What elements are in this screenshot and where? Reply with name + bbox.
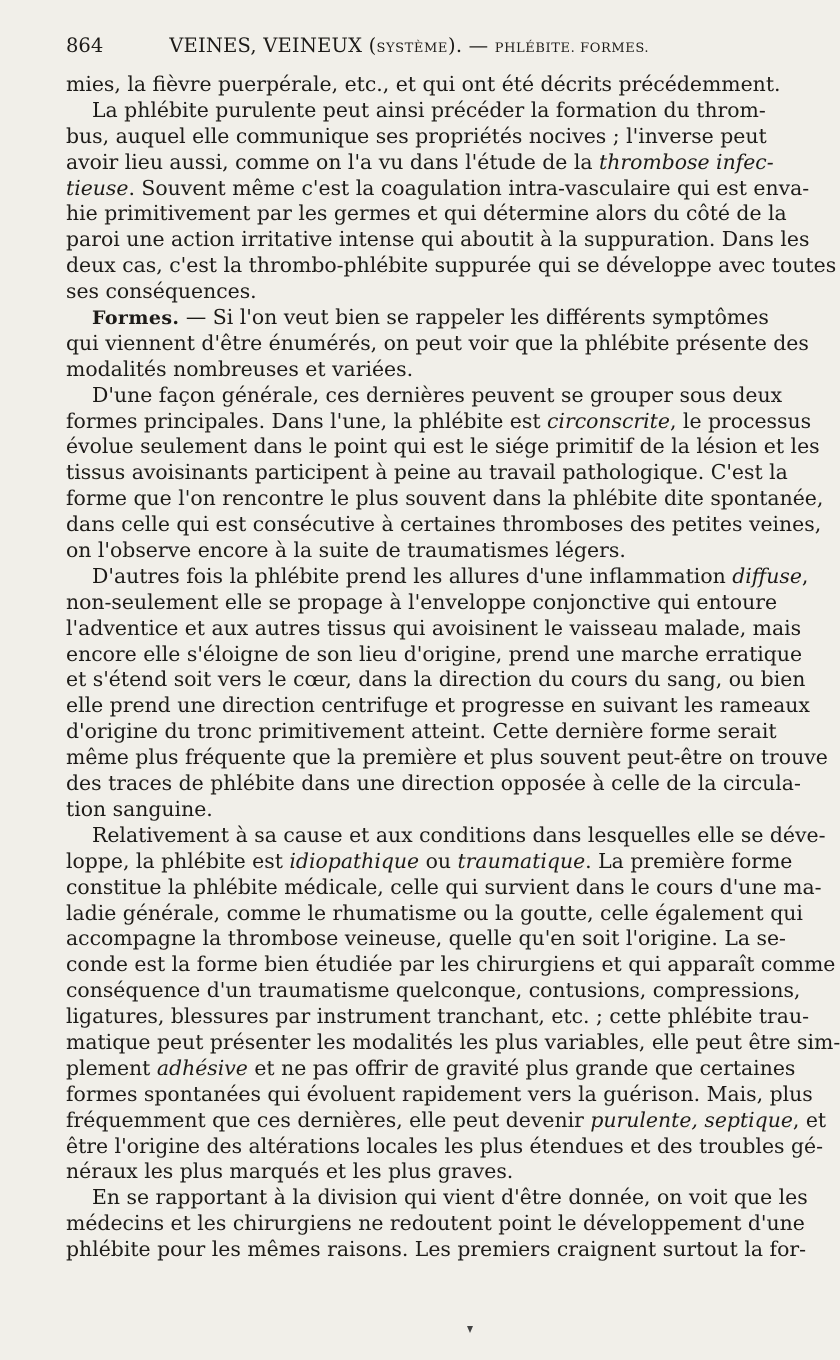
text-run: loppe, la phlébite est xyxy=(66,848,290,873)
text-run: modalités nombreuses et variées. xyxy=(66,356,414,381)
text-run: être l'origine des altérations locales les plus étendues et des troubles gé- xyxy=(66,1133,823,1158)
text-line xyxy=(66,97,766,124)
text-line xyxy=(66,512,822,538)
text-line xyxy=(66,667,806,693)
text-run: deux cas, c'est la thrombo-phlébite suppurée qui se développe avec toutes xyxy=(66,253,837,278)
text-line xyxy=(66,149,774,176)
text-run: plement xyxy=(66,1055,157,1080)
text-line xyxy=(66,460,788,486)
running-subtitle: PHLÉBITE. FORMES. xyxy=(494,41,650,56)
text-line xyxy=(66,1081,813,1108)
text-run: ses conséquences. xyxy=(66,279,257,304)
text-run: paroi une action irritative intense qui aboutit à la suppuration. Dans les xyxy=(66,227,810,252)
italic-text: tieuse xyxy=(66,175,129,200)
text-line xyxy=(66,279,756,305)
text-run: encore elle s'éloigne de son lieu d'origine, prend une marche erratique xyxy=(66,641,803,666)
text-run: — Si l'on veut bien se rappeler les différents symptômes xyxy=(179,305,769,330)
text-line xyxy=(66,1055,796,1082)
text-run: D'une façon générale, ces dernières peuvent se grouper sous deux xyxy=(92,382,783,407)
text-line xyxy=(66,1159,756,1185)
text-run: hie primitivement par les germes et qui détermine alors du côté de la xyxy=(66,201,787,226)
text-run: ligatures, blessures par instrument tranchant, etc. ; cette phlébite trau- xyxy=(66,1004,809,1029)
text-line xyxy=(66,357,756,383)
text-run: tion sanguine. xyxy=(66,796,213,821)
text-run: conséquence d'un traumatisme quelconque, contusions, compressions, xyxy=(66,978,801,1003)
text-run: ladie générale, comme le rhumatisme ou la goutte, celle également qui xyxy=(66,900,803,925)
text-run: mies, la fièvre puerpérale, etc., et qui ont été décrits précédemment. xyxy=(66,72,781,96)
text-run: , et xyxy=(792,1107,827,1132)
text-line xyxy=(66,1107,827,1134)
text-line xyxy=(66,615,802,642)
text-line xyxy=(66,874,822,901)
text-line xyxy=(66,72,781,98)
text-run: et ne pas offrir de gravité plus grande que certaines xyxy=(247,1055,796,1080)
text-run: d'origine du tronc primitivement atteint. Cette dernière forme serait xyxy=(66,719,777,744)
text-run: En se rapportant à la division qui vient d'être donnée, on voit que les xyxy=(92,1185,808,1210)
text-run: . Souvent même c'est la coagulation intra-vasculaire qui est enva- xyxy=(128,175,810,200)
text-line xyxy=(66,1133,823,1160)
text-run: La phlébite purulente peut ainsi précéder la formation du throm- xyxy=(92,97,766,122)
text-run: médecins et les chirurgiens ne redoutent point le développement d'une xyxy=(66,1211,805,1236)
text-run: avoir lieu aussi, comme on l'a vu dans l'étude de la xyxy=(66,149,600,174)
body-text xyxy=(66,72,840,1263)
section-heading: Formes. xyxy=(92,307,180,330)
text-run: . La première forme xyxy=(585,848,793,873)
text-run: accompagne la thrombose veineuse, quelle qu'en soit l'origine. La se- xyxy=(66,926,786,951)
running-title: VEINES, VEINEUX (SYSTÈME). — PHLÉBITE. FORMES. xyxy=(169,34,650,57)
italic-text: circonscrite xyxy=(547,408,670,433)
text-line xyxy=(66,900,803,927)
text-run: formes spontanées qui évoluent rapidement vers la guérison. Mais, plus xyxy=(66,1081,813,1106)
text-run: l'adventice et aux autres tissus qui avoisinent le vaisseau malade, mais xyxy=(66,615,802,640)
text-run: non-seulement elle se propage à l'enveloppe conjonctive qui entoure xyxy=(66,589,778,614)
text-run: des traces de phlébite dans une direction opposée à celle de la circula- xyxy=(66,771,801,796)
text-line xyxy=(66,434,820,460)
text-line xyxy=(66,641,803,668)
text-run: fréquemment que ces dernières, elle peut devenir xyxy=(66,1107,591,1132)
text-line xyxy=(66,926,786,952)
text-run: D'autres fois la phlébite prend les allures d'une inflammation xyxy=(92,563,733,588)
text-line xyxy=(66,848,793,875)
italic-text: traumatique xyxy=(457,848,586,873)
text-line xyxy=(66,123,767,150)
text-run: tissus avoisinants participent à peine au travail pathologique. C'est la xyxy=(66,460,788,485)
text-line xyxy=(66,1004,809,1030)
text-line xyxy=(66,175,810,202)
text-line xyxy=(66,1029,840,1056)
text-line xyxy=(66,1211,805,1237)
text-line xyxy=(66,745,828,771)
text-line xyxy=(66,227,810,253)
text-run: ou xyxy=(419,848,458,873)
text-line xyxy=(66,201,787,227)
italic-text: adhésive xyxy=(156,1055,248,1080)
text-run: formes principales. Dans l'une, la phlébite est xyxy=(66,408,548,433)
text-line xyxy=(66,952,836,978)
text-line xyxy=(66,589,778,616)
text-line xyxy=(66,771,801,797)
text-run: , le processus xyxy=(669,408,812,433)
text-line xyxy=(66,797,756,823)
page-number: 864 xyxy=(66,34,104,57)
text-run: dans celle qui est consécutive à certaines thromboses des petites veines, xyxy=(66,512,822,537)
text-run: conde est la forme bien étudiée par les chirurgiens et qui apparaît comme xyxy=(66,952,836,977)
text-run: forme que l'on rencontre le plus souvent dans la phlébite dite spontanée, xyxy=(66,486,824,511)
text-run: , xyxy=(801,563,809,588)
text-run: elle prend une direction centrifuge et progresse en suivant les rameaux xyxy=(66,693,810,718)
text-line xyxy=(66,330,809,357)
text-line xyxy=(66,305,769,331)
text-line xyxy=(66,563,809,590)
text-run: même plus fréquente que la première et plus souvent peut-être on trouve xyxy=(66,745,828,770)
text-line xyxy=(66,978,801,1004)
text-line xyxy=(66,693,810,719)
italic-text: diffuse xyxy=(732,563,802,588)
text-run: phlébite pour les mêmes raisons. Les premiers craignent surtout la for- xyxy=(66,1237,806,1262)
text-line xyxy=(66,382,783,409)
text-line xyxy=(66,538,756,564)
text-line xyxy=(66,486,824,512)
text-line xyxy=(66,1237,806,1263)
italic-text: idiopathique xyxy=(289,848,420,873)
text-run: constitue la phlébite médicale, celle qui survient dans le cours d'une ma- xyxy=(66,874,822,899)
text-run: néraux les plus marqués et les plus graves. xyxy=(66,1159,514,1184)
text-line xyxy=(66,719,777,745)
italic-text: thrombose infec- xyxy=(599,149,774,174)
text-line xyxy=(66,253,837,279)
text-run: évolue seulement dans le point qui est le siége primitif de la lésion et les xyxy=(66,434,820,459)
text-line xyxy=(66,822,826,849)
text-line xyxy=(66,408,812,435)
text-run: on l'observe encore à la suite de traumatismes légers. xyxy=(66,538,626,563)
text-run: qui viennent d'être énumérés, on peut voir que la phlébite présente des xyxy=(66,330,809,355)
text-run: et s'étend soit vers le cœur, dans la direction du cours du sang, ou bien xyxy=(66,667,806,692)
running-header xyxy=(66,34,756,64)
printer-mark xyxy=(467,1326,473,1333)
text-line xyxy=(66,1185,808,1211)
text-run: matique peut présenter les modalités les plus variables, elle peut être sim- xyxy=(66,1029,840,1054)
text-run: Relativement à sa cause et aux conditions dans lesquelles elle se déve- xyxy=(92,822,826,847)
italic-text: purulente, septique xyxy=(590,1107,793,1132)
text-run: bus, auquel elle communique ses propriétés nocives ; l'inverse peut xyxy=(66,123,767,148)
